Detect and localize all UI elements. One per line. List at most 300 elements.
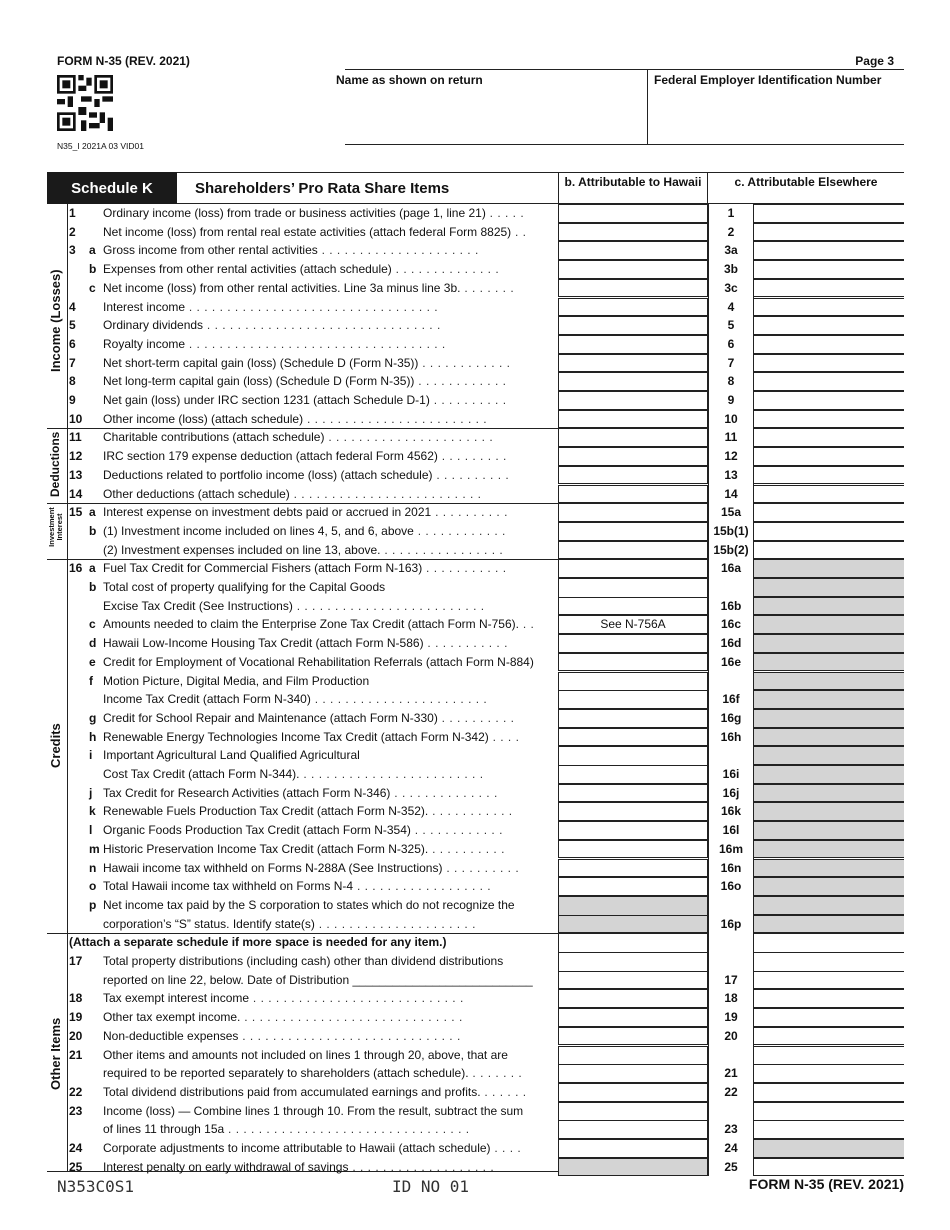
hawaii-amount-field[interactable] — [558, 316, 708, 335]
leader-dots: . . . . . . . — [464, 280, 515, 295]
line-code: 16m — [718, 841, 744, 856]
leader-dots: . . . . . . . . . . . . — [422, 355, 511, 370]
section-label-income: Income (Losses) — [48, 269, 63, 372]
line-description: Ordinary income (loss) from trade or business activities (page 1, line 21) — [103, 206, 486, 220]
table-row — [0, 840, 950, 859]
table-row — [0, 1046, 950, 1065]
leader-dots: . . . . . . . . . . . . . . . . . . . . . . . . . . . . — [252, 991, 464, 1006]
hawaii-amount-field — [558, 933, 708, 952]
hawaii-amount-field[interactable] — [558, 728, 708, 747]
hawaii-amount-field[interactable] — [558, 634, 708, 653]
leader-dots: . . . . . . . . . . . . . . . . . . . . . . . . . . . . . — [244, 1010, 463, 1025]
line-description: Tax Credit for Research Activities (attach Form N-346) — [103, 785, 391, 800]
hawaii-amount-field[interactable] — [558, 503, 708, 522]
table-row — [0, 709, 950, 728]
line-description: Hawaii Low-Income Housing Tax Credit (attach Form N-586) — [103, 636, 424, 651]
hawaii-amount-field[interactable] — [558, 1083, 708, 1102]
schedule-header — [47, 172, 904, 204]
hawaii-amount-field[interactable] — [558, 615, 708, 634]
hawaii-amount-field[interactable] — [558, 335, 708, 354]
elsewhere-amount-field[interactable] — [754, 522, 904, 541]
elsewhere-amount-field[interactable] — [754, 1083, 904, 1102]
line-description: Renewable Fuels Production Tax Credit (attach Form N-352). — [103, 804, 429, 819]
line-text — [103, 674, 369, 688]
table-row — [0, 485, 950, 504]
line-text — [103, 748, 360, 762]
line-code: 16n — [720, 860, 742, 875]
hawaii-amount-field — [558, 578, 708, 597]
line-code: 6 — [727, 336, 735, 351]
leader-dots: . . . . . . . . . . . . — [417, 523, 506, 538]
line-number: 3 — [69, 243, 76, 258]
line-description: Income (loss) — Combine lines 1 through 10. From the result, subtract the sum — [103, 1103, 524, 1118]
leader-dots: . . . . . . . . . . . — [426, 561, 507, 576]
table-row — [0, 1008, 950, 1027]
line-letter: a — [89, 505, 96, 520]
hawaii-amount-field[interactable] — [558, 1064, 708, 1083]
form-id-text: N35_I 2021A 03 VID01 — [57, 141, 144, 151]
elsewhere-amount-field[interactable] — [754, 541, 904, 560]
leader-dots: . . . . . . . . . . . — [427, 636, 508, 651]
line-letter: b — [89, 262, 97, 277]
elsewhere-amount-field[interactable] — [754, 298, 904, 317]
section-divider — [47, 503, 558, 504]
elsewhere-amount-field — [754, 559, 904, 578]
line-description: Other deductions (attach schedule) — [103, 486, 290, 501]
table-row — [0, 223, 950, 242]
line-description: Hawaii income tax withheld on Forms N-288A (See Instructions) — [103, 860, 443, 875]
leader-dots: . . . . — [492, 729, 520, 744]
line-description: Net gain (loss) under IRC section 1231 (attach Schedule D-1) — [103, 393, 430, 407]
line-text — [103, 300, 438, 314]
line-letter: d — [89, 636, 97, 651]
column-rule — [753, 204, 754, 1176]
hawaii-amount-field[interactable] — [558, 354, 708, 373]
leader-dots: . . . . . . . . . . . . . . . . . . — [356, 879, 492, 894]
table-row — [0, 354, 950, 373]
table-row — [0, 1139, 950, 1158]
table-row — [0, 597, 950, 616]
line-description: Interest penalty on early withdrawal of savings — [103, 1159, 349, 1174]
line-text — [103, 1048, 508, 1062]
leader-dots: . . . . . . . . . . . . . . . . . . . . . . . . . . . . . . . . . . — [188, 336, 446, 351]
line-text — [103, 730, 519, 744]
line-text — [103, 449, 507, 463]
table-row — [0, 672, 950, 691]
fein-field[interactable] — [650, 90, 904, 142]
table-row — [0, 372, 950, 391]
line-number: 25 — [69, 1159, 83, 1174]
hawaii-amount-field[interactable] — [558, 1027, 708, 1046]
line-text — [103, 636, 508, 650]
line-text — [103, 505, 508, 519]
leader-dots: . . . . . . . . . . — [436, 467, 510, 482]
table-row — [0, 1120, 950, 1139]
line-code: 25 — [724, 1159, 738, 1174]
name-field[interactable] — [345, 90, 647, 142]
line-description: Non-deductible expenses — [103, 1028, 239, 1043]
line-description: Ordinary dividends — [103, 318, 204, 333]
line-number: 14 — [69, 486, 83, 501]
elsewhere-amount-field[interactable] — [754, 354, 904, 373]
hawaii-amount-field[interactable] — [558, 1008, 708, 1027]
line-text — [69, 935, 446, 949]
elsewhere-amount-field[interactable] — [754, 372, 904, 391]
line-description: reported on line 22, below. Date of Distribution ___________________________ — [103, 972, 533, 987]
leader-dots: . . . . . . . . . . — [435, 505, 508, 520]
line-description: (2) Investment expenses included on line 13, above. — [103, 542, 381, 557]
line-description: Total Hawaii income tax withheld on Forms N-4 — [103, 879, 354, 894]
hawaii-amount-field[interactable] — [558, 877, 708, 896]
line-text — [103, 842, 505, 856]
section-divider — [47, 559, 558, 560]
line-text — [103, 804, 513, 818]
line-description: of lines 11 through 15a — [103, 1122, 225, 1137]
table-row — [0, 765, 950, 784]
line-number: 16 — [69, 561, 83, 576]
line-description: Amounts needed to claim the Enterprise Zone Tax Credit (attach Form N-756). — [103, 617, 519, 632]
line-code: 2 — [727, 224, 735, 239]
hawaii-amount-field[interactable] — [558, 522, 708, 541]
line-text — [103, 468, 509, 482]
elsewhere-amount-field[interactable] — [754, 1120, 904, 1139]
line-letter: f — [89, 673, 93, 688]
elsewhere-amount-field[interactable] — [754, 503, 904, 522]
table-row — [0, 859, 950, 878]
line-letter: b — [89, 523, 97, 538]
leader-dots: . . . . . . . . . . . . . . . . . . . — [352, 1159, 495, 1174]
line-text — [103, 243, 479, 257]
leader-dots: . . . . . . . . . . . . . . . . . . . . . . . . . . . . . . . . . — [188, 299, 439, 314]
line-text — [103, 898, 515, 912]
hawaii-amount-field — [558, 672, 708, 691]
elsewhere-amount-field[interactable] — [754, 466, 904, 485]
hawaii-amount-field[interactable] — [558, 709, 708, 728]
line-code: 8 — [727, 374, 735, 389]
line-code: 16h — [720, 729, 742, 744]
line-text — [103, 917, 476, 931]
section-label-other: Other Items — [48, 1017, 63, 1090]
line-number: 10 — [69, 411, 83, 426]
hawaii-amount-field[interactable] — [558, 1139, 708, 1158]
hawaii-amount-field[interactable] — [558, 466, 708, 485]
line-number: 9 — [69, 393, 76, 407]
elsewhere-amount-field — [754, 896, 904, 915]
line-code: 14 — [724, 486, 738, 501]
elsewhere-amount-field — [754, 578, 904, 597]
line-description: Net long-term capital gain (loss) (Schedule D (Form N-35)) — [103, 374, 415, 389]
hawaii-amount-field — [558, 1158, 708, 1177]
table-row — [0, 578, 950, 597]
hawaii-amount-field[interactable] — [558, 840, 708, 859]
line-letter: g — [89, 710, 97, 725]
line-code: 15b(2) — [713, 542, 749, 557]
leader-dots: . . . . . . . . . . . . . . . . . . . . . . . . . — [293, 486, 482, 501]
leader-dots: . . . . . — [489, 206, 525, 220]
elsewhere-amount-field[interactable] — [754, 241, 904, 260]
line-text — [103, 711, 515, 725]
line-number: 13 — [69, 467, 83, 482]
line-code: 15a — [720, 505, 742, 520]
line-code: 12 — [724, 449, 738, 464]
elsewhere-amount-field[interactable] — [754, 279, 904, 298]
hawaii-amount-field[interactable] — [558, 447, 708, 466]
line-letter: c — [89, 280, 96, 295]
line-text — [103, 225, 527, 239]
table-row — [0, 541, 950, 560]
hawaii-amount-field — [558, 1102, 708, 1121]
table-row — [0, 989, 950, 1008]
line-text — [103, 524, 506, 538]
line-description: Cost Tax Credit (attach Form N-344). — [103, 767, 300, 781]
elsewhere-amount-field — [754, 1102, 904, 1121]
line-description: corporation’s “S” status. Identify state(s) — [103, 916, 315, 931]
leader-dots: . . . . . . . . . . . . . . . . . . . . . . . . . . . . . — [242, 1028, 461, 1043]
line-number: 24 — [69, 1141, 83, 1155]
hawaii-amount-field[interactable] — [558, 485, 708, 504]
table-row — [0, 821, 950, 840]
line-code: 16c — [720, 617, 742, 632]
line-text — [103, 1141, 521, 1155]
elsewhere-amount-field[interactable] — [754, 485, 904, 504]
line-description: Total cost of property qualifying for the Capital Goods — [103, 580, 386, 594]
line-description: Corporate adjustments to income attributable to Hawaii (attach schedule) — [103, 1141, 491, 1155]
line-description: Charitable contributions (attach schedule) — [103, 430, 325, 445]
line-text — [103, 393, 507, 407]
line-description: Income Tax Credit (attach Form N-340) — [103, 692, 311, 707]
elsewhere-amount-field — [754, 634, 904, 653]
elsewhere-amount-field — [754, 653, 904, 672]
elsewhere-amount-field — [754, 746, 904, 765]
hawaii-amount-field[interactable] — [558, 559, 708, 578]
hawaii-amount-field[interactable] — [558, 765, 708, 784]
hawaii-amount-field[interactable] — [558, 597, 708, 616]
line-description: Motion Picture, Digital Media, and Film Production — [103, 673, 370, 688]
line-code: 16l — [722, 823, 740, 838]
hawaii-amount-field[interactable] — [558, 690, 708, 709]
table-row — [0, 316, 950, 335]
line-number: 15 — [69, 505, 83, 520]
hawaii-amount-field[interactable] — [558, 802, 708, 821]
line-text — [103, 879, 491, 893]
line-text — [103, 543, 503, 557]
line-description: Fuel Tax Credit for Commercial Fishers (attach Form N-163) — [103, 561, 423, 576]
line-number: 20 — [69, 1028, 83, 1043]
hawaii-amount-field[interactable] — [558, 653, 708, 672]
leader-dots: . . . . . . . . . . . . — [418, 374, 507, 389]
line-letter: j — [89, 785, 93, 800]
line-letter: o — [89, 879, 97, 894]
hawaii-amount-field[interactable] — [558, 971, 708, 990]
line-description: Important Agricultural Land Qualified Agricultural — [103, 748, 360, 763]
line-code: 21 — [724, 1066, 738, 1081]
line-description: Other tax exempt income. — [103, 1010, 241, 1025]
table-row — [0, 241, 950, 260]
hawaii-amount-field[interactable] — [558, 428, 708, 447]
column-c-header: c. Attributable Elsewhere — [708, 172, 904, 204]
hawaii-amount-field[interactable] — [558, 223, 708, 242]
table-row — [0, 260, 950, 279]
table-row — [0, 933, 950, 952]
elsewhere-amount-field[interactable] — [754, 971, 904, 990]
hawaii-amount-field[interactable] — [558, 541, 708, 560]
hawaii-amount-field[interactable] — [558, 279, 708, 298]
line-text — [103, 599, 485, 613]
line-letter: k — [89, 804, 96, 819]
elsewhere-amount-field[interactable] — [754, 204, 904, 223]
hawaii-amount-field[interactable] — [558, 260, 708, 279]
elsewhere-amount-field — [754, 859, 904, 878]
elsewhere-amount-field[interactable] — [754, 335, 904, 354]
line-number: 7 — [69, 355, 76, 370]
section-label-deductions: Deductions — [48, 431, 62, 497]
line-text — [103, 374, 506, 388]
line-code: 16p — [720, 916, 742, 931]
column-rule — [708, 204, 709, 1176]
elsewhere-amount-field[interactable] — [754, 223, 904, 242]
leader-dots: . . . . . . . . . . . . . . . . . . . . . — [321, 243, 479, 258]
table-row — [0, 971, 950, 990]
line-text — [103, 281, 514, 295]
line-description: Credit for Employment of Vocational Rehabilitation Referrals (attach Form N-884) — [103, 654, 534, 669]
elsewhere-amount-field[interactable] — [754, 1064, 904, 1083]
table-row — [0, 896, 950, 915]
line-description: (Attach a separate schedule if more space is needed for any item.) — [69, 935, 447, 950]
line-text — [103, 1122, 470, 1136]
line-letter: p — [89, 897, 97, 912]
hawaii-amount-field[interactable] — [558, 784, 708, 803]
footer-form-title: FORM N-35 (REV. 2021) — [748, 1176, 904, 1192]
line-number: 22 — [69, 1084, 83, 1099]
line-code: 3a — [724, 243, 738, 258]
footer-id: ID NO 01 — [392, 1177, 470, 1196]
line-code: 1 — [727, 206, 735, 220]
table-row — [0, 503, 950, 522]
line-code: 3c — [724, 280, 738, 295]
table-row — [0, 653, 950, 672]
line-text — [103, 206, 524, 220]
table-row — [0, 466, 950, 485]
elsewhere-amount-field[interactable] — [754, 989, 904, 1008]
hawaii-amount-field[interactable] — [558, 1120, 708, 1139]
line-number: 2 — [69, 224, 76, 239]
elsewhere-amount-field[interactable] — [754, 1158, 904, 1177]
line-number: 6 — [69, 336, 76, 351]
section-label-investment: Investment Interest — [47, 507, 64, 547]
hawaii-amount-field[interactable] — [558, 410, 708, 429]
line-text — [103, 991, 464, 1005]
hawaii-amount-field[interactable] — [558, 821, 708, 840]
leader-dots: . . — [515, 224, 527, 239]
line-description: Other items and amounts not included on lines 1 through 20, above, that are — [103, 1047, 508, 1062]
line-code: 16g — [720, 710, 742, 725]
elsewhere-amount-field[interactable] — [754, 260, 904, 279]
leader-dots: . . . . . . . — [472, 1066, 523, 1081]
hawaii-amount-field[interactable] — [558, 204, 708, 223]
hawaii-amount-field[interactable] — [558, 298, 708, 317]
line-letter: a — [89, 561, 96, 576]
table-row — [0, 952, 950, 971]
elsewhere-amount-field[interactable] — [754, 391, 904, 410]
line-text — [103, 655, 534, 669]
line-description: required to be reported separately to shareholders (attach schedule). — [103, 1066, 469, 1081]
line-code: 22 — [724, 1084, 738, 1099]
leader-dots: . . . . . . . . . . . . . . . . . . . . . — [318, 916, 476, 931]
elsewhere-amount-field — [754, 672, 904, 691]
table-row — [0, 279, 950, 298]
line-number: 8 — [69, 374, 76, 389]
elsewhere-amount-field[interactable] — [754, 316, 904, 335]
hawaii-amount-field[interactable] — [558, 391, 708, 410]
leader-dots: . . . . . . . . . . . . . . . . . . . . . . . . . . . . . . . — [206, 318, 441, 333]
line-text — [103, 561, 507, 575]
section-divider — [47, 933, 558, 934]
elsewhere-amount-field[interactable] — [754, 1008, 904, 1027]
elsewhere-amount-field — [754, 615, 904, 634]
line-text — [103, 580, 385, 594]
hawaii-amount-field — [558, 896, 708, 915]
line-description: Gross income from other rental activities — [103, 243, 318, 258]
table-row — [0, 1027, 950, 1046]
hawaii-amount-field[interactable] — [558, 859, 708, 878]
line-text — [103, 318, 441, 332]
line-number: 11 — [69, 430, 82, 445]
leader-dots: . . . . . . . . . . . . . . . . . . . . . . . . . — [296, 598, 485, 613]
line-number: 18 — [69, 991, 83, 1006]
line-text — [103, 973, 533, 987]
table-row — [0, 1158, 950, 1177]
fein-label: Federal Employer Identification Number — [654, 73, 882, 87]
elsewhere-amount-field[interactable] — [754, 410, 904, 429]
line-number: 17 — [69, 954, 83, 968]
leader-dots: . . . . . . . . . . . . . . . . . . . . . . . — [314, 692, 488, 707]
line-text — [103, 412, 487, 426]
elsewhere-amount-field[interactable] — [754, 428, 904, 447]
line-letter: a — [89, 243, 96, 258]
table-row — [0, 335, 950, 354]
line-code: 3b — [723, 262, 738, 277]
line-description: Net income (loss) from rental real estate activities (attach federal Form 8825) — [103, 224, 512, 239]
line-number: 5 — [69, 318, 76, 333]
line-description: Net short-term capital gain (loss) (Schedule D (Form N-35)) — [103, 355, 419, 370]
line-text — [103, 617, 534, 631]
leader-dots: . . . . . . . . . . — [446, 860, 520, 875]
section-divider — [47, 428, 558, 429]
line-description: Interest income — [103, 299, 186, 314]
hawaii-amount-field[interactable] — [558, 989, 708, 1008]
table-row — [0, 634, 950, 653]
elsewhere-amount-field — [754, 877, 904, 896]
hawaii-amount-field — [558, 1046, 708, 1065]
schedule-title: Shareholders’ Pro Rata Share Items — [177, 172, 558, 204]
table-row — [0, 615, 950, 634]
hawaii-amount-field[interactable] — [558, 372, 708, 391]
line-text — [103, 1160, 494, 1174]
line-code: 19 — [724, 1010, 738, 1025]
leader-dots: . . . . . . — [484, 1084, 527, 1099]
line-number: 23 — [69, 1103, 83, 1118]
table-row — [0, 410, 950, 429]
elsewhere-amount-field[interactable] — [754, 447, 904, 466]
table-row — [0, 204, 950, 223]
hawaii-amount-field[interactable] — [558, 241, 708, 260]
line-letter: e — [89, 654, 96, 669]
line-letter: c — [89, 617, 96, 632]
line-text — [103, 954, 503, 968]
hawaii-amount-note: See N-756A — [600, 617, 666, 632]
line-code: 16e — [720, 654, 742, 669]
elsewhere-amount-field[interactable] — [754, 1027, 904, 1046]
